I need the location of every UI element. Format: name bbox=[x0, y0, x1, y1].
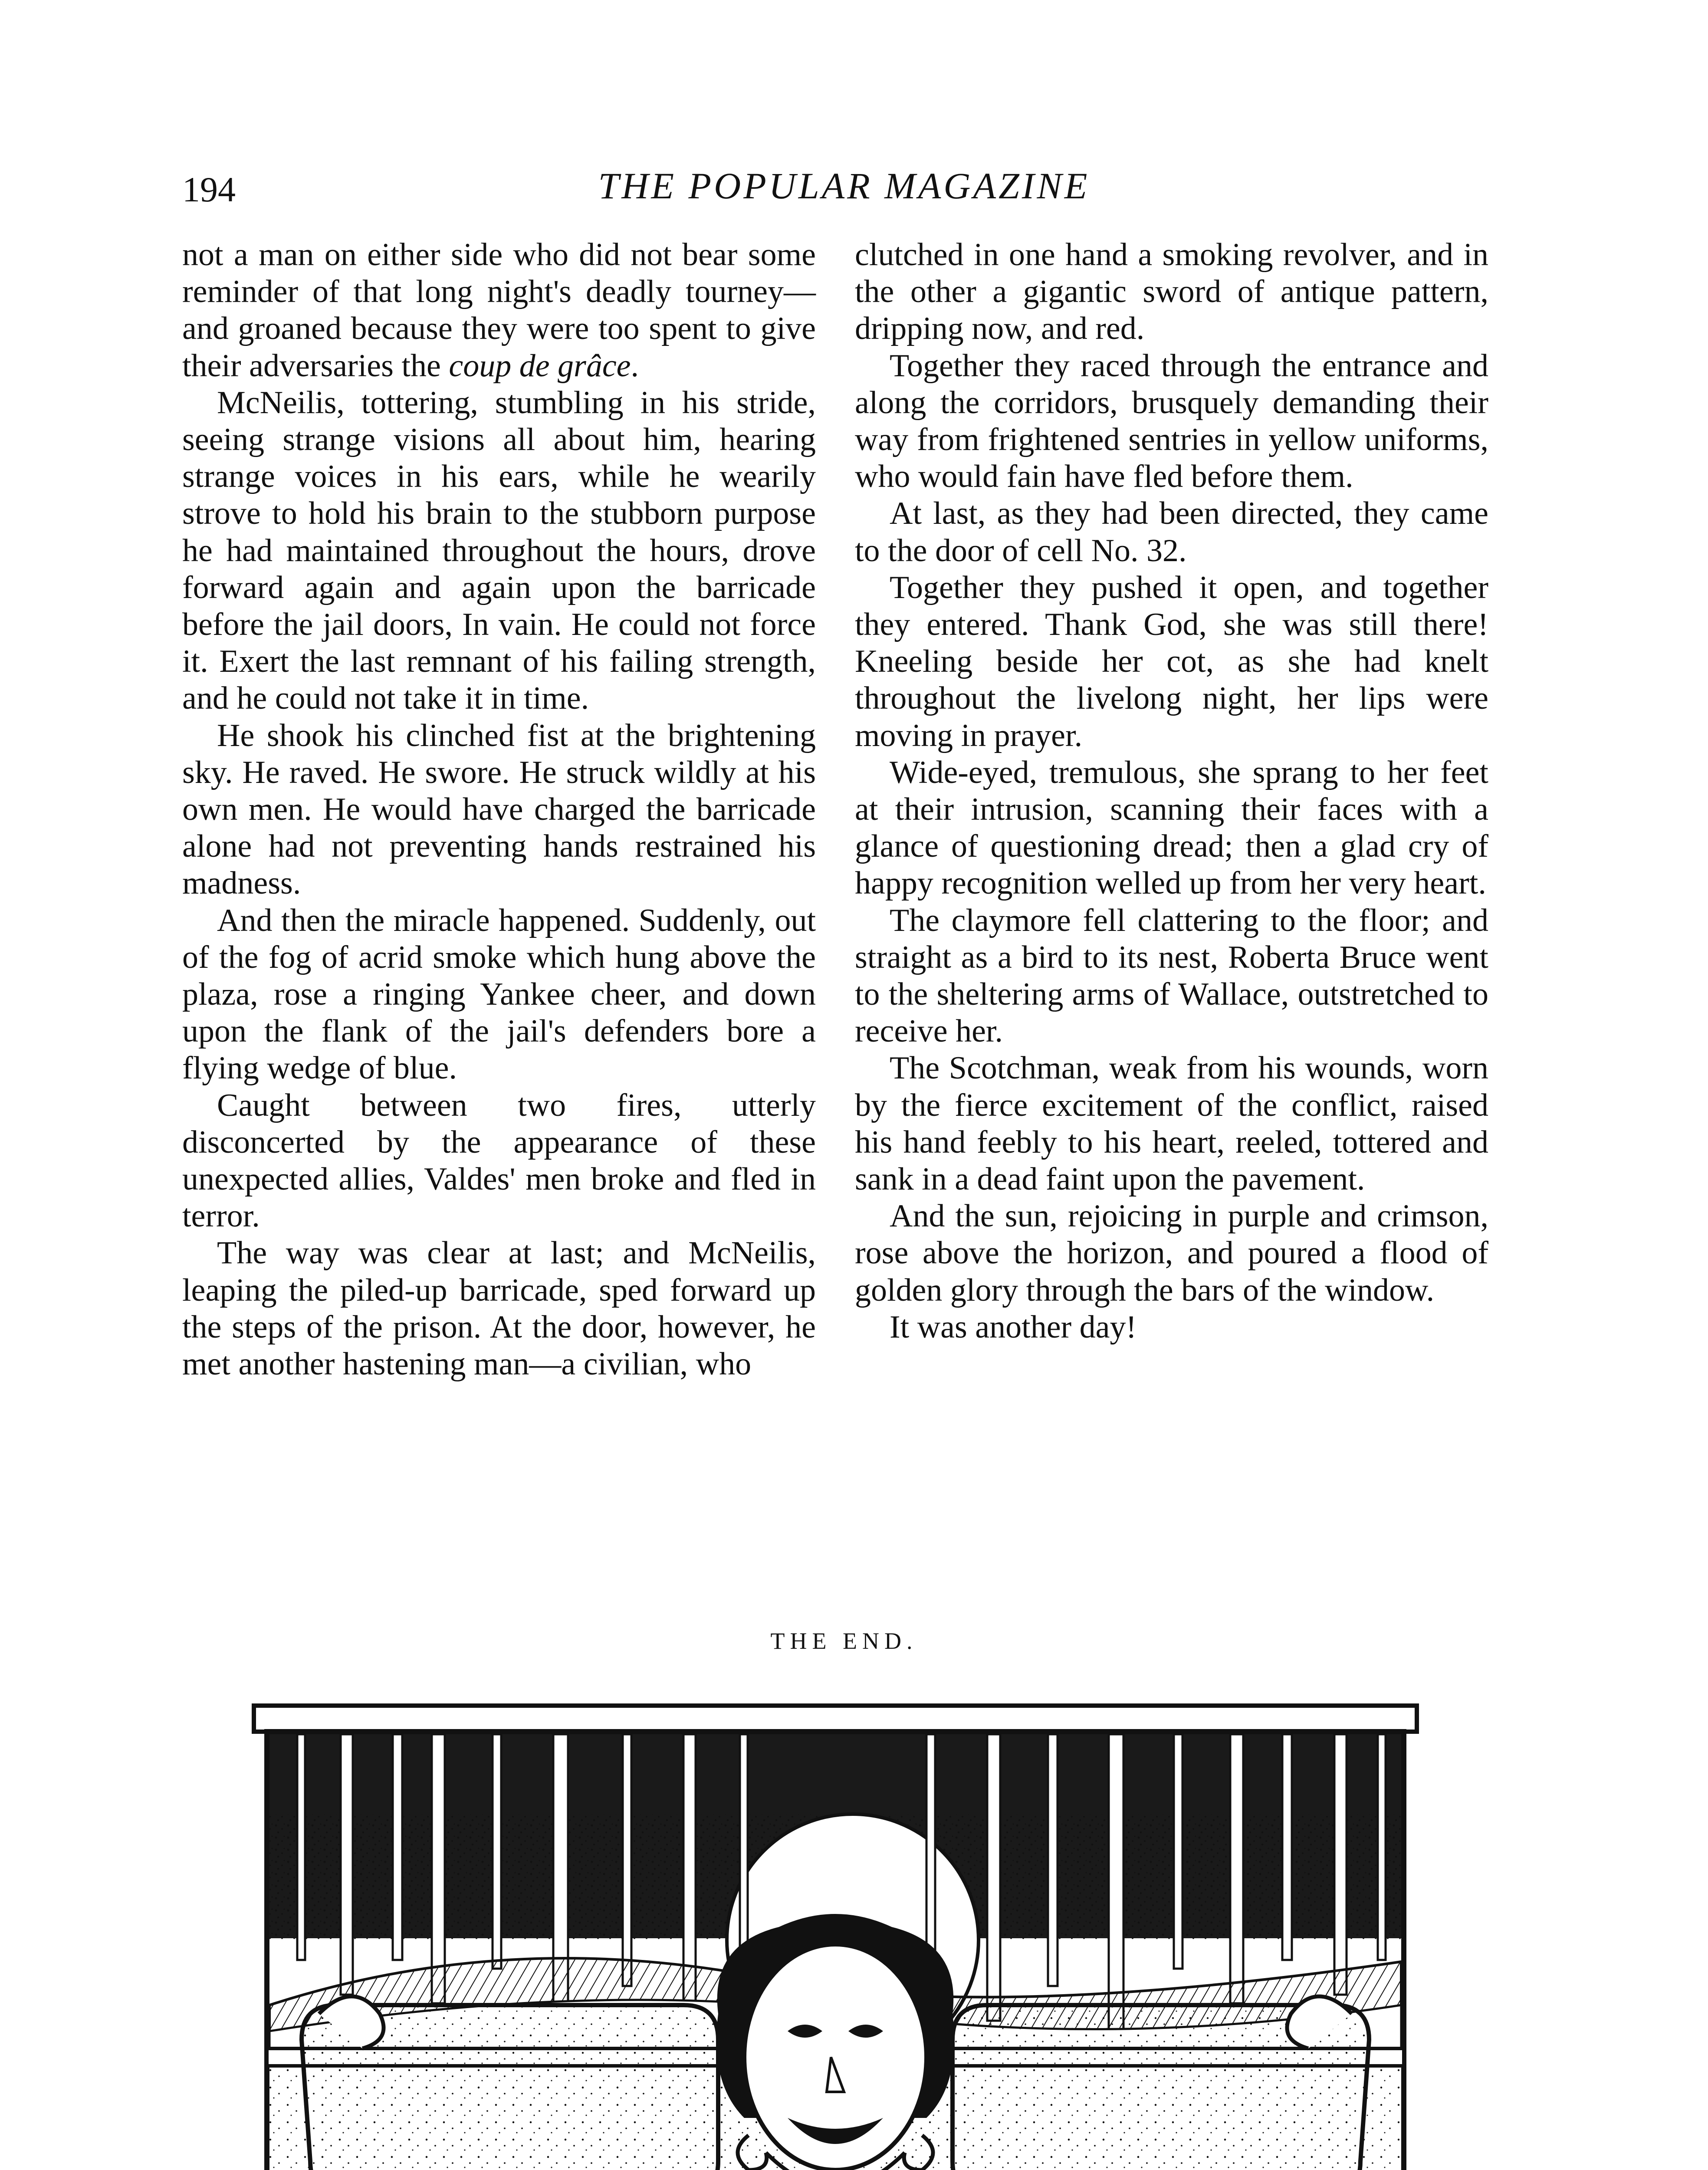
paragraph: McNeilis, tottering, stumbling in his stride, seeing strange visions all about him, hearing strange voices in his ears, while he wearily strove to hold his brain to the stubborn purpose he had maintained throughout the hours, drove forward again and again upon the barricade before the jail doors, In vain. He could not force it. Exert the last remnant of his failing strength, and he could not take it in time. bbox=[182, 385, 816, 717]
paragraph: It was another day! bbox=[890, 1309, 1137, 1345]
paragraph: He shook his clinched fist at the brightening sky. He raved. He swore. He struck wildly at his own men. He would have charged the barricade alone had not preventing hands restrained his madness. bbox=[182, 717, 816, 901]
page-number: 194 bbox=[182, 170, 236, 209]
paragraph: clutched in one hand a smoking revolver, and in the other a gigantic sword of antique pattern, dripping now, and red. bbox=[855, 237, 1488, 347]
paragraph: The claymore fell clattering to the floor; and straight as a bird to its nest, Roberta Bruce went to the sheltering arms of Wallace, outstretched to receive her. bbox=[855, 902, 1488, 1049]
paragraph: Caught between two fires, utterly disconcerted by the appearance of these unexpected allies, Valdes' men broke and fled in terror. bbox=[182, 1087, 816, 1234]
the-end-label: THE END. bbox=[770, 1628, 918, 1654]
page-header bbox=[182, 164, 1506, 225]
paragraph: And the sun, rejoicing in purple and crimson, rose above the horizon, and poured a flood of golden glory through the bars of the window. bbox=[855, 1198, 1488, 1308]
left-column bbox=[182, 237, 816, 1608]
italic-phrase: coup de grâce bbox=[449, 348, 631, 384]
paragraph: The Scotchman, weak from his wounds, worn by the fierce excitement of the conflict, raised his hand feebly to his heart, reeled, tottered and sank in a dead faint upon the pavement. bbox=[855, 1050, 1488, 1197]
right-column bbox=[855, 237, 1488, 1608]
paragraph: not a man on either side who did not bear some reminder of that long night's deadly tourney—and groaned because they were too spent to give their adversaries the coup de grâce. bbox=[182, 237, 816, 384]
paragraph: Wide-eyed, tremulous, she sprang to her feet at their intrusion, scanning their faces with a glance of questioning dread; then a glad cry of happy recognition welled up from her very heart. bbox=[855, 754, 1488, 901]
paragraph: Together they raced through the entrance and along the corridors, brusquely demanding their way from frightened sentries in yellow uniforms, who would fain have fled before them. bbox=[855, 348, 1488, 495]
paragraph: The way was clear at last; and McNeilis, leaping the piled-up barricade, sped forward up the steps of the prison. At the door, however, he met another hastening man—a civilian, who bbox=[182, 1235, 816, 1382]
paragraph: Together they pushed it open, and together they entered. Thank God, she was still there! Kneeling beside her cot, as she had knelt throughout the livelong night, her lips were moving in prayer. bbox=[855, 569, 1488, 753]
text-columns bbox=[182, 237, 1488, 1608]
tailpiece-illustration bbox=[250, 1701, 1421, 2170]
paragraph: And then the miracle happened. Suddenly, out of the fog of acrid smoke which hung above the plaza, rose a ringing Yankee cheer, and down upon the flank of the jail's defenders bore a flying wedge of blue. bbox=[182, 902, 816, 1086]
paragraph: At last, as they had been directed, they came to the door of cell No. 32. bbox=[855, 496, 1488, 569]
magazine-title: THE POPULAR MAGAZINE bbox=[598, 165, 1090, 207]
